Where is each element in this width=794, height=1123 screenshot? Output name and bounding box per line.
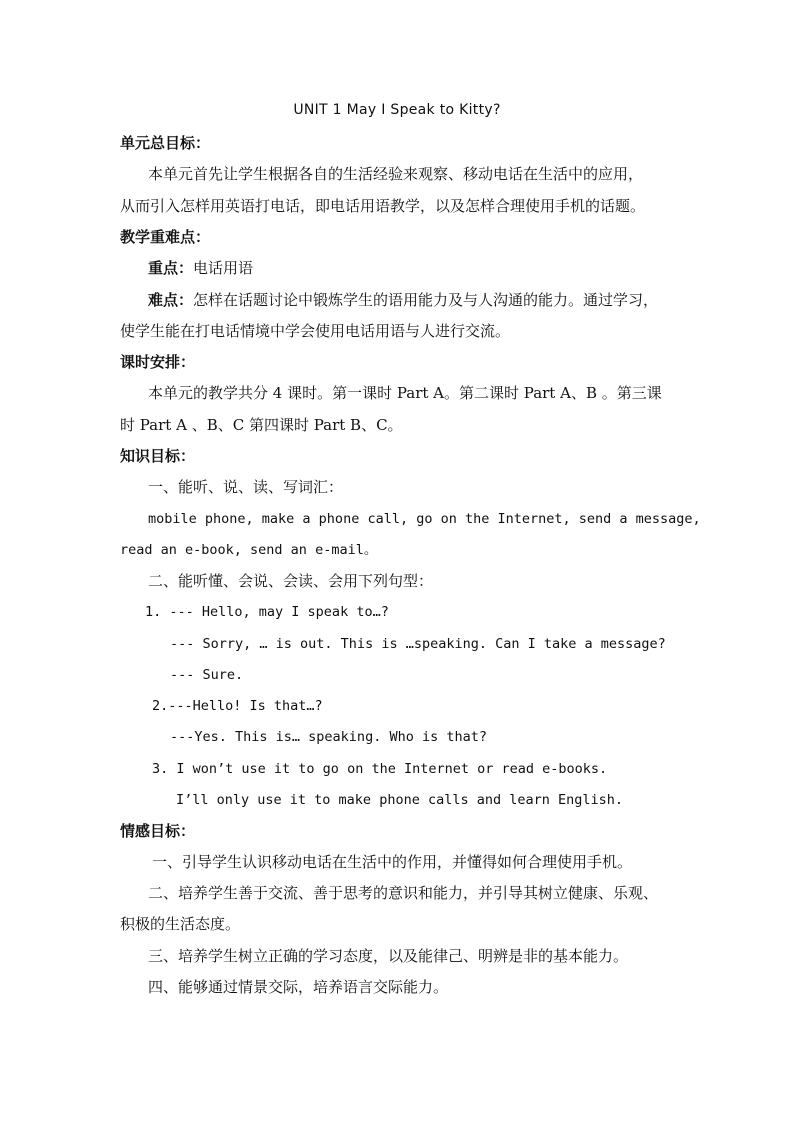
sentence-line: ---Yes. This is… speaking. Who is that? [170, 729, 487, 745]
sentence-line: 3. I won’t use it to go on the Internet or read e-books. [152, 761, 608, 777]
sentence-line: I’ll only use it to make phone calls and learn English. [176, 792, 624, 808]
vocab-line: read an e-book, send an e-mail。 [120, 542, 378, 558]
difficulty-text: 怎样在话题讨论中锻炼学生的语用能力及与人沟通的能力。通过学习， [193, 291, 659, 309]
vocab-line: mobile phone, make a phone call, go on the Internet, send a message, [148, 511, 701, 527]
knowledge-item-2: 二、能听懂、会说、会读、会用下列句型： [148, 572, 434, 590]
focus-text: 电话用语 [193, 259, 254, 277]
unit-goals-heading: 单元总目标： [120, 134, 211, 152]
emotion-line: 积极的生活态度。 [120, 915, 241, 933]
focus-line [148, 259, 253, 277]
sentence-line: --- Sure. [170, 667, 244, 683]
schedule-line: 时 Part A 、B、C 第四课时 Part B、C。 [120, 416, 403, 434]
difficulty-line [148, 291, 658, 309]
focus-label: 重点： [148, 259, 194, 277]
sentence-line: --- Sorry, … is out. This is …speaking. Can I take a message? [170, 636, 666, 652]
knowledge-item-1: 一、能听、说、读、写词汇： [148, 478, 344, 496]
emotion-line: 二、培养学生善于交流、善于思考的意识和能力，并引导其树立健康、乐观、 [148, 884, 659, 902]
difficulty-line: 使学生能在打电话情境中学会使用电话用语与人进行交流。 [120, 322, 511, 340]
emotion-heading: 情感目标： [120, 822, 196, 840]
unit-goals-line: 从而引入怎样用英语打电话，即电话用语教学，以及怎样合理使用手机的话题。 [120, 197, 646, 215]
schedule-heading: 课时安排： [120, 353, 196, 371]
emotion-line: 三、培养学生树立正确的学习态度，以及能律己、明辨是非的基本能力。 [148, 947, 629, 965]
difficulty-label: 难点： [148, 291, 194, 309]
sentence-line: 2.---Hello! Is that…? [152, 698, 323, 714]
knowledge-heading: 知识目标： [120, 447, 196, 465]
schedule-line: 本单元的教学共分 4 课时。第一课时 Part A。第二课时 Part A、B 。第三课 [148, 384, 662, 402]
emotion-line: 四、能够通过情景交际，培养语言交际能力。 [148, 978, 449, 996]
document-title: UNIT 1 May I Speak to Kitty? [293, 102, 501, 118]
emotion-line: 一、引导学生认识移动电话在生活中的作用，并懂得如何合理使用手机。 [152, 853, 633, 871]
key-points-heading: 教学重难点： [120, 228, 211, 246]
sentence-line: 1. --- Hello, may I speak to…? [145, 604, 389, 620]
unit-goals-line: 本单元首先让学生根据各自的生活经验来观察、移动电话在生活中的应用， [148, 165, 644, 183]
